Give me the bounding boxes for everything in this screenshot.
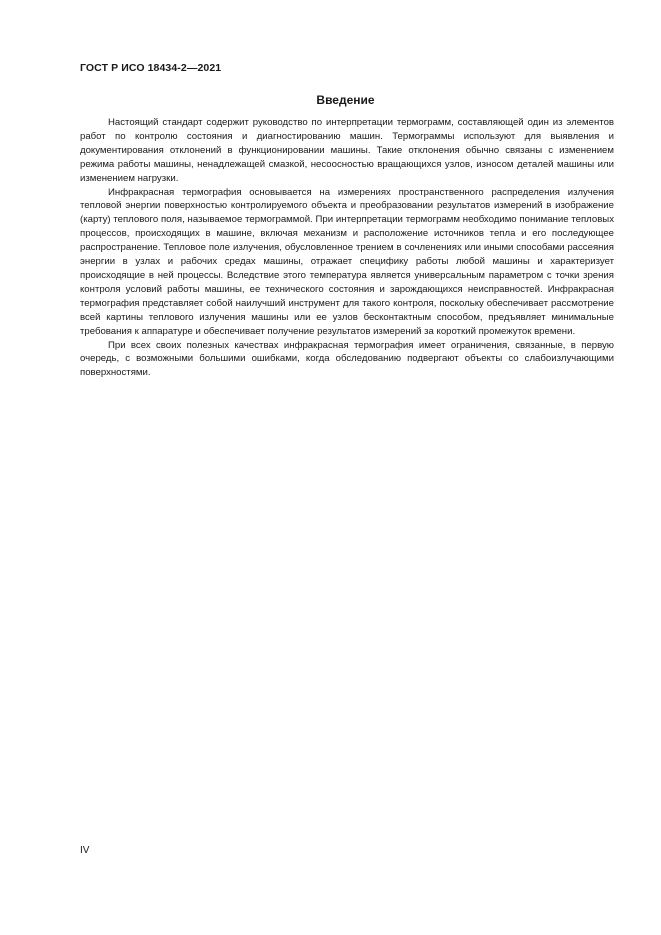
page-number: IV	[80, 845, 90, 856]
body-text	[80, 116, 614, 380]
section-title: Введение	[316, 93, 375, 107]
paragraph-1: Настоящий стандарт содержит руководство по интерпретации термограмм, составляющей один из элементов работ по контролю состояния и диагностированию машин. Термограммы используют для выявления и документирования отклонений в функционировании машины. Такие отклонения обычно связаны с изменением режима работы машины, ненадлежащей смазкой, несоосностью вращающихся узлов, износом деталей машины или изменением нагрузки.	[80, 117, 614, 184]
paragraph-3: При всех своих полезных качествах инфракрасная термография имеет ограничения, связанные, в первую очередь, с возможными большими ошибками, когда обследованию подвергают объекты со слабоизлучающими поверхностями.	[80, 339, 614, 379]
paragraph-2: Инфракрасная термография основывается на измерениях пространственного распределения излучения тепловой энергии поверхностью контролируемого объекта и преобразовании результатов измерений в изображение (карту) теплового поля, называемое термограммой. При интерпретации термограмм необходимо понимание тепловых процессов, происходящих в машине, включая механизм и расположение источников тепла и его последующее распространение. Тепловое поле излучения, обусловленное трением в сочленениях или иными способами рассеяния энергии в узлах и рабочих средах машины, отражает специфику работы любой машины и характеризует происходящие в ней процессы. Вследствие этого температура является универсальным параметром с точки зрения контроля условий работы машины, ее технического состояния и зарождающихся неисправностей. Инфракрасная термография представляет собой наилучший инструмент для такого контроля, поскольку обеспечивает рассмотрение всей картины теплового излучения машины или ее узлов бесконтактным способом, предъявляет минимальные требования к аппаратуре и обеспечивает получение результатов измерений за короткий промежуток времени.	[80, 186, 614, 337]
standard-code-header: ГОСТ Р ИСО 18434-2—2021	[80, 62, 222, 74]
